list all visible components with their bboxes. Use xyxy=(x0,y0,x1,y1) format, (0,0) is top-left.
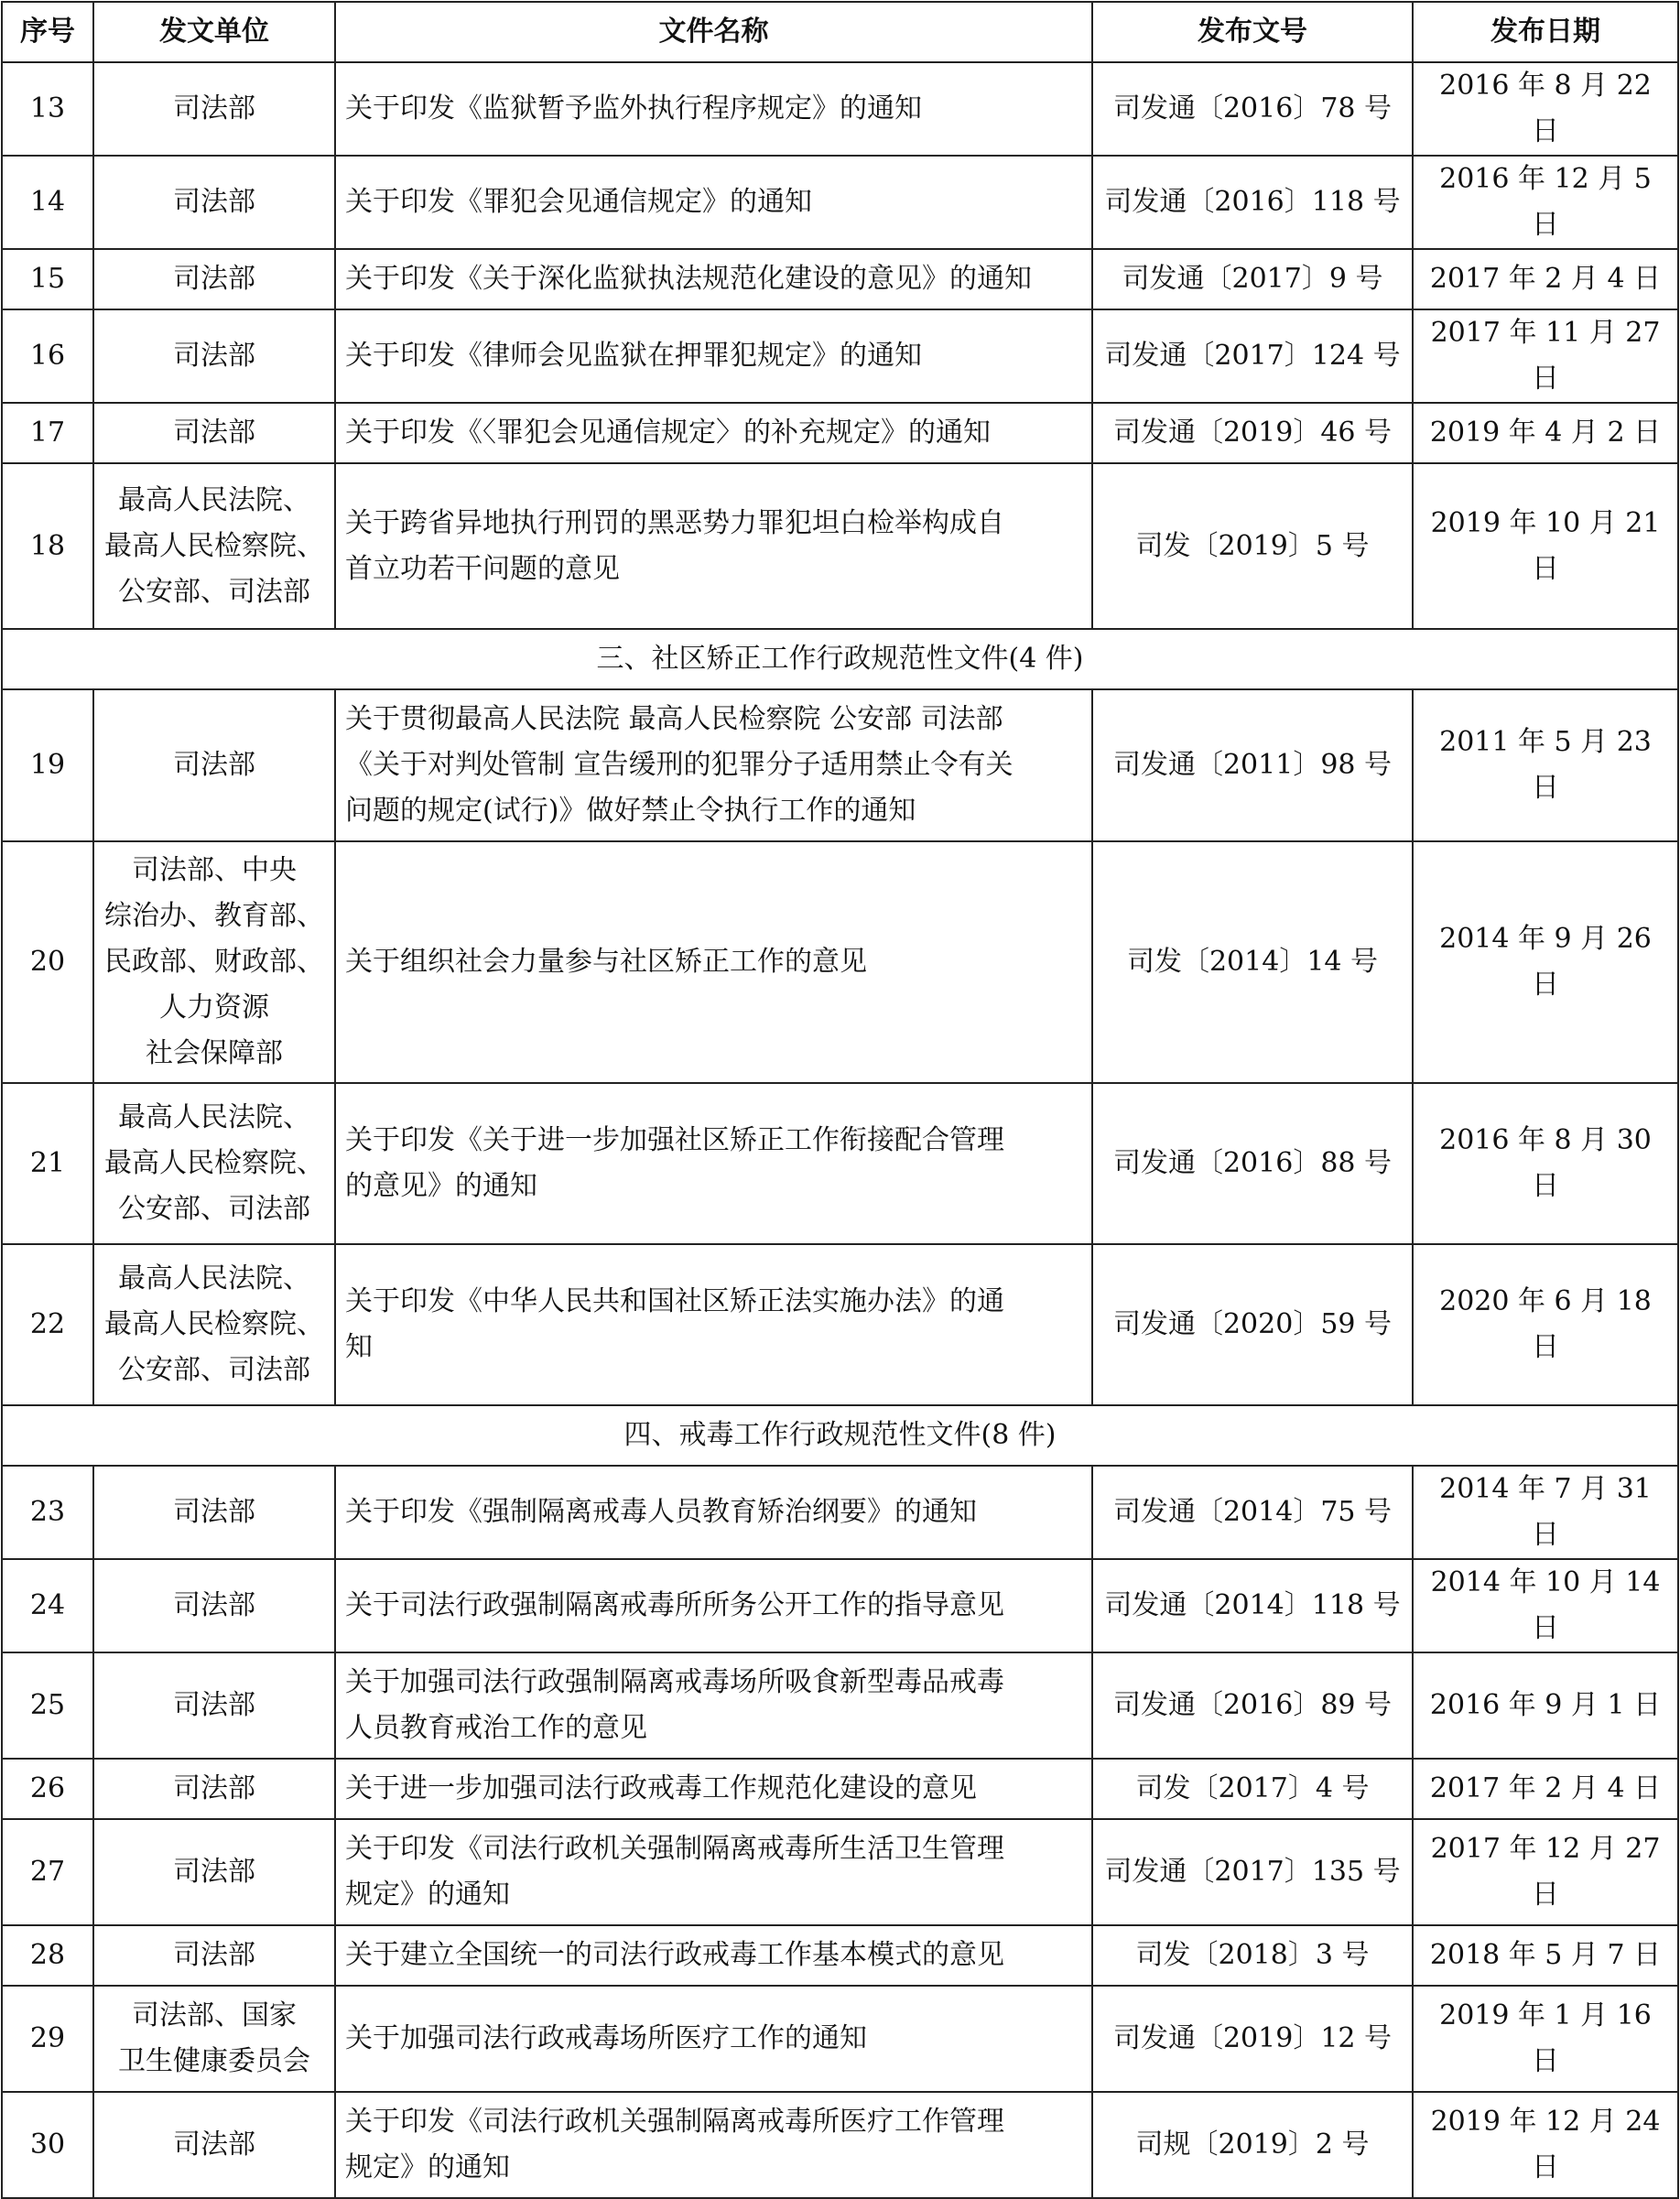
row-title: 关于印发《强制隔离戒毒人员教育矫治纲要》的通知 xyxy=(335,1466,1092,1559)
row-doc-no: 司发通〔2019〕46 号 xyxy=(1092,403,1413,463)
row-issuer: 最高人民法院、 最高人民检察院、 公安部、司法部 xyxy=(93,1244,335,1405)
table-row xyxy=(2,309,1678,403)
row-seq: 22 xyxy=(2,1244,93,1405)
row-seq: 21 xyxy=(2,1083,93,1244)
row-issuer: 司法部、中央 综治办、教育部、 民政部、财政部、 人力资源 社会保障部 xyxy=(93,841,335,1083)
table-row xyxy=(2,463,1678,629)
table-row xyxy=(2,156,1678,249)
row-doc-no: 司发〔2019〕5 号 xyxy=(1092,463,1413,629)
row-date: 2017 年 2 月 4 日 xyxy=(1413,1759,1678,1819)
header-issuer: 发文单位 xyxy=(93,2,335,62)
row-seq: 29 xyxy=(2,1986,93,2092)
row-title: 关于建立全国统一的司法行政戒毒工作基本模式的意见 xyxy=(335,1925,1092,1986)
row-doc-no: 司发通〔2017〕124 号 xyxy=(1092,309,1413,403)
row-doc-no: 司发通〔2016〕89 号 xyxy=(1092,1652,1413,1759)
row-seq: 18 xyxy=(2,463,93,629)
row-date: 2017 年 2 月 4 日 xyxy=(1413,249,1678,309)
row-title: 关于组织社会力量参与社区矫正工作的意见 xyxy=(335,841,1092,1083)
row-doc-no: 司发通〔2017〕9 号 xyxy=(1092,249,1413,309)
row-date: 2020 年 6 月 18 日 xyxy=(1413,1244,1678,1405)
table-row xyxy=(2,1925,1678,1986)
table-row xyxy=(2,249,1678,309)
row-doc-no: 司发〔2018〕3 号 xyxy=(1092,1925,1413,1986)
row-title: 关于印发《律师会见监狱在押罪犯规定》的通知 xyxy=(335,309,1092,403)
row-doc-no: 司发通〔2016〕118 号 xyxy=(1092,156,1413,249)
row-date: 2017 年 12 月 27 日 xyxy=(1413,1819,1678,1925)
row-date: 2016 年 8 月 30 日 xyxy=(1413,1083,1678,1244)
row-seq: 30 xyxy=(2,2092,93,2198)
table-row xyxy=(2,1083,1678,1244)
row-doc-no: 司发通〔2011〕98 号 xyxy=(1092,689,1413,841)
row-issuer: 司法部 xyxy=(93,403,335,463)
table-row xyxy=(2,62,1678,156)
row-date: 2016 年 8 月 22 日 xyxy=(1413,62,1678,156)
row-seq: 19 xyxy=(2,689,93,841)
row-issuer: 司法部 xyxy=(93,1925,335,1986)
row-date: 2019 年 1 月 16 日 xyxy=(1413,1986,1678,2092)
row-issuer: 司法部、国家 卫生健康委员会 xyxy=(93,1986,335,2092)
table-row xyxy=(2,2092,1678,2198)
table-row xyxy=(2,1652,1678,1759)
row-seq: 23 xyxy=(2,1466,93,1559)
row-seq: 14 xyxy=(2,156,93,249)
documents-table xyxy=(1,1,1679,2199)
section-heading-row xyxy=(2,1405,1678,1466)
row-title: 关于贯彻最高人民法院 最高人民检察院 公安部 司法部 《关于对判处管制 宣告缓刑的犯罪分子适用禁止令有关 问题的规定(试行)》做好禁止令执行工作的通知 xyxy=(335,689,1092,841)
table-header-row xyxy=(2,2,1678,62)
row-issuer: 司法部 xyxy=(93,1819,335,1925)
row-doc-no: 司发通〔2016〕78 号 xyxy=(1092,62,1413,156)
row-doc-no: 司发通〔2014〕75 号 xyxy=(1092,1466,1413,1559)
table-row xyxy=(2,403,1678,463)
row-seq: 28 xyxy=(2,1925,93,1986)
row-title: 关于印发《关于进一步加强社区矫正工作衔接配合管理 的意见》的通知 xyxy=(335,1083,1092,1244)
row-doc-no: 司规〔2019〕2 号 xyxy=(1092,2092,1413,2198)
row-title: 关于司法行政强制隔离戒毒所所务公开工作的指导意见 xyxy=(335,1559,1092,1652)
row-doc-no: 司发〔2017〕4 号 xyxy=(1092,1759,1413,1819)
row-issuer: 司法部 xyxy=(93,689,335,841)
row-issuer: 司法部 xyxy=(93,1759,335,1819)
row-issuer: 司法部 xyxy=(93,309,335,403)
row-title: 关于加强司法行政强制隔离戒毒场所吸食新型毒品戒毒 人员教育戒治工作的意见 xyxy=(335,1652,1092,1759)
row-seq: 24 xyxy=(2,1559,93,1652)
row-issuer: 司法部 xyxy=(93,1466,335,1559)
row-issuer: 最高人民法院、 最高人民检察院、 公安部、司法部 xyxy=(93,463,335,629)
table-row xyxy=(2,1559,1678,1652)
row-doc-no: 司发通〔2016〕88 号 xyxy=(1092,1083,1413,1244)
row-issuer: 司法部 xyxy=(93,2092,335,2198)
table-row xyxy=(2,1819,1678,1925)
row-title: 关于加强司法行政戒毒场所医疗工作的通知 xyxy=(335,1986,1092,2092)
row-date: 2019 年 12 月 24 日 xyxy=(1413,2092,1678,2198)
header-title: 文件名称 xyxy=(335,2,1092,62)
row-date: 2014 年 7 月 31 日 xyxy=(1413,1466,1678,1559)
row-seq: 27 xyxy=(2,1819,93,1925)
row-seq: 20 xyxy=(2,841,93,1083)
table-row xyxy=(2,1759,1678,1819)
row-title: 关于印发《监狱暂予监外执行程序规定》的通知 xyxy=(335,62,1092,156)
row-title: 关于印发《〈罪犯会见通信规定〉的补充规定》的通知 xyxy=(335,403,1092,463)
row-date: 2016 年 9 月 1 日 xyxy=(1413,1652,1678,1759)
row-doc-no: 司发〔2014〕14 号 xyxy=(1092,841,1413,1083)
row-seq: 13 xyxy=(2,62,93,156)
row-date: 2019 年 10 月 21 日 xyxy=(1413,463,1678,629)
row-title: 关于跨省异地执行刑罚的黑恶势力罪犯坦白检举构成自 首立功若干问题的意见 xyxy=(335,463,1092,629)
table-row xyxy=(2,1244,1678,1405)
row-issuer: 司法部 xyxy=(93,62,335,156)
section-heading: 三、社区矫正工作行政规范性文件(4 件) xyxy=(2,629,1678,689)
row-title: 关于印发《中华人民共和国社区矫正法实施办法》的通 知 xyxy=(335,1244,1092,1405)
header-date: 发布日期 xyxy=(1413,2,1678,62)
table-row xyxy=(2,841,1678,1083)
row-seq: 26 xyxy=(2,1759,93,1819)
row-date: 2016 年 12 月 5 日 xyxy=(1413,156,1678,249)
section-heading: 四、戒毒工作行政规范性文件(8 件) xyxy=(2,1405,1678,1466)
row-seq: 17 xyxy=(2,403,93,463)
section-heading-row xyxy=(2,629,1678,689)
row-issuer: 最高人民法院、 最高人民检察院、 公安部、司法部 xyxy=(93,1083,335,1244)
row-doc-no: 司发通〔2017〕135 号 xyxy=(1092,1819,1413,1925)
row-title: 关于印发《罪犯会见通信规定》的通知 xyxy=(335,156,1092,249)
row-doc-no: 司发通〔2014〕118 号 xyxy=(1092,1559,1413,1652)
row-issuer: 司法部 xyxy=(93,1559,335,1652)
row-issuer: 司法部 xyxy=(93,1652,335,1759)
row-date: 2019 年 4 月 2 日 xyxy=(1413,403,1678,463)
row-title: 关于进一步加强司法行政戒毒工作规范化建设的意见 xyxy=(335,1759,1092,1819)
row-issuer: 司法部 xyxy=(93,249,335,309)
row-seq: 16 xyxy=(2,309,93,403)
header-doc-no: 发布文号 xyxy=(1092,2,1413,62)
row-date: 2014 年 9 月 26 日 xyxy=(1413,841,1678,1083)
row-issuer: 司法部 xyxy=(93,156,335,249)
header-seq: 序号 xyxy=(2,2,93,62)
row-date: 2018 年 5 月 7 日 xyxy=(1413,1925,1678,1986)
row-date: 2017 年 11 月 27 日 xyxy=(1413,309,1678,403)
row-date: 2011 年 5 月 23 日 xyxy=(1413,689,1678,841)
row-title: 关于印发《司法行政机关强制隔离戒毒所医疗工作管理 规定》的通知 xyxy=(335,2092,1092,2198)
row-seq: 15 xyxy=(2,249,93,309)
table-row xyxy=(2,1986,1678,2092)
table-row xyxy=(2,1466,1678,1559)
table-row xyxy=(2,689,1678,841)
row-seq: 25 xyxy=(2,1652,93,1759)
row-doc-no: 司发通〔2020〕59 号 xyxy=(1092,1244,1413,1405)
row-date: 2014 年 10 月 14 日 xyxy=(1413,1559,1678,1652)
row-title: 关于印发《司法行政机关强制隔离戒毒所生活卫生管理 规定》的通知 xyxy=(335,1819,1092,1925)
row-doc-no: 司发通〔2019〕12 号 xyxy=(1092,1986,1413,2092)
row-title: 关于印发《关于深化监狱执法规范化建设的意见》的通知 xyxy=(335,249,1092,309)
